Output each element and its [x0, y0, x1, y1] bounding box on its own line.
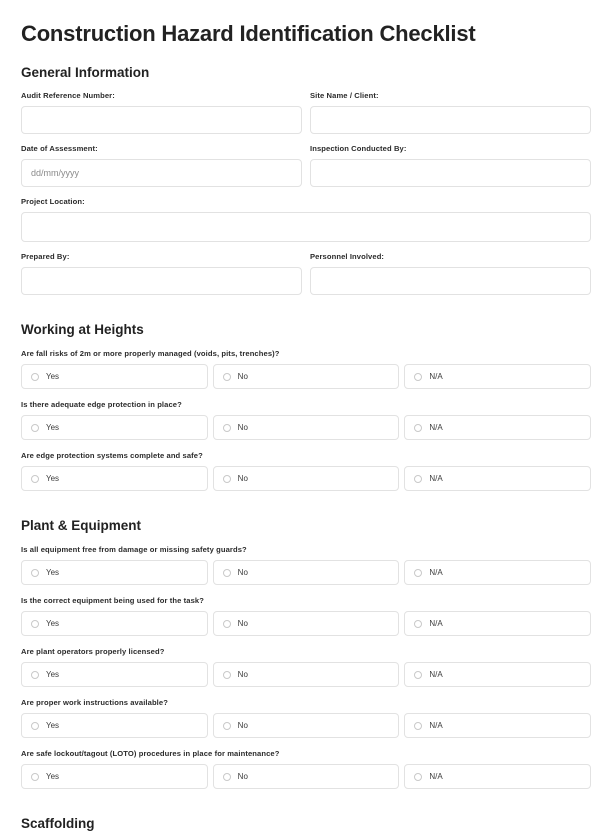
option-label: N/A [429, 669, 443, 679]
option-yes[interactable] [21, 466, 208, 491]
radio-circle-icon[interactable] [31, 475, 39, 483]
label-project-location: Project Location: [21, 197, 85, 206]
radio-circle-icon[interactable] [414, 569, 422, 577]
option-na[interactable] [404, 364, 591, 389]
option-yes[interactable] [21, 662, 208, 687]
option-yes[interactable] [21, 415, 208, 440]
radio-circle-icon[interactable] [31, 424, 39, 432]
options-row [21, 364, 591, 389]
section-heading-general-information: General Information [21, 65, 150, 80]
radio-circle-icon[interactable] [223, 773, 231, 781]
option-no[interactable] [213, 764, 400, 789]
option-label: No [237, 771, 248, 781]
field-group-inspection-conducted-by [310, 144, 591, 187]
personnel-involved-input[interactable] [310, 267, 591, 295]
option-yes[interactable] [21, 713, 208, 738]
option-label: Yes [46, 618, 60, 628]
option-label: N/A [429, 422, 443, 432]
question-text: Is there adequate edge protection in place? [21, 400, 182, 409]
options-row [21, 713, 591, 738]
question-block [21, 698, 591, 738]
option-yes[interactable] [21, 364, 208, 389]
option-yes[interactable] [21, 560, 208, 585]
question-text: Are safe lockout/tagout (LOTO) procedures in place for maintenance? [21, 749, 280, 758]
question-text: Are proper work instructions available? [21, 698, 168, 707]
question-text: Are fall risks of 2m or more properly managed (voids, pits, trenches)? [21, 349, 280, 358]
options-row [21, 560, 591, 585]
option-label: No [237, 473, 248, 483]
field-group-audit-reference-number [21, 91, 302, 134]
option-label: N/A [429, 371, 443, 381]
option-no[interactable] [213, 560, 400, 585]
option-label: Yes [46, 422, 60, 432]
radio-circle-icon[interactable] [31, 773, 39, 781]
option-label: No [237, 567, 248, 577]
question-block [21, 545, 591, 585]
option-label: Yes [46, 771, 60, 781]
radio-circle-icon[interactable] [414, 475, 422, 483]
options-row [21, 662, 591, 687]
label-personnel-involved: Personnel Involved: [310, 252, 385, 261]
prepared-by-input[interactable] [21, 267, 302, 295]
question-block [21, 749, 591, 789]
option-no[interactable] [213, 611, 400, 636]
option-label: No [237, 720, 248, 730]
field-group-personnel-involved [310, 252, 591, 295]
option-label: Yes [46, 669, 60, 679]
radio-circle-icon[interactable] [414, 671, 422, 679]
option-label: No [237, 618, 248, 628]
option-label: N/A [429, 618, 443, 628]
option-na[interactable] [404, 764, 591, 789]
option-no[interactable] [213, 466, 400, 491]
field-row [21, 144, 591, 187]
radio-circle-icon[interactable] [31, 373, 39, 381]
question-text: Are edge protection systems complete and safe? [21, 451, 203, 460]
radio-circle-icon[interactable] [414, 773, 422, 781]
option-yes[interactable] [21, 764, 208, 789]
radio-circle-icon[interactable] [414, 722, 422, 730]
option-na[interactable] [404, 466, 591, 491]
field-group-prepared-by [21, 252, 302, 295]
field-row [21, 197, 591, 242]
radio-circle-icon[interactable] [31, 620, 39, 628]
radio-circle-icon[interactable] [223, 722, 231, 730]
options-row [21, 611, 591, 636]
option-label: N/A [429, 567, 443, 577]
option-na[interactable] [404, 415, 591, 440]
option-na[interactable] [404, 560, 591, 585]
option-na[interactable] [404, 662, 591, 687]
option-label: No [237, 669, 248, 679]
section-heading-scaffolding: Scaffolding [21, 816, 95, 831]
inspection-conducted-by-input[interactable] [310, 159, 591, 187]
option-label: N/A [429, 771, 443, 781]
option-yes[interactable] [21, 611, 208, 636]
field-row [21, 91, 591, 134]
label-inspection-conducted-by: Inspection Conducted By: [310, 144, 407, 153]
radio-circle-icon[interactable] [31, 569, 39, 577]
radio-circle-icon[interactable] [31, 671, 39, 679]
radio-circle-icon[interactable] [414, 373, 422, 381]
option-label: N/A [429, 720, 443, 730]
radio-circle-icon[interactable] [31, 722, 39, 730]
options-row [21, 466, 591, 491]
question-block [21, 349, 591, 389]
section-heading-plant-and-equipment: Plant & Equipment [21, 518, 142, 533]
options-row [21, 415, 591, 440]
page-title: Construction Hazard Identification Checklist [21, 21, 476, 46]
option-label: N/A [429, 473, 443, 483]
question-text: Are plant operators properly licensed? [21, 647, 165, 656]
radio-circle-icon[interactable] [414, 620, 422, 628]
audit-reference-number-input[interactable] [21, 106, 302, 134]
radio-circle-icon[interactable] [223, 475, 231, 483]
option-label: No [237, 422, 248, 432]
option-no[interactable] [213, 364, 400, 389]
option-no[interactable] [213, 662, 400, 687]
options-row [21, 764, 591, 789]
option-label: Yes [46, 567, 60, 577]
option-label: Yes [46, 371, 60, 381]
question-block [21, 596, 591, 636]
field-group-date-of-assessment [21, 144, 302, 187]
date-of-assessment-input[interactable] [21, 159, 302, 187]
option-no[interactable] [213, 713, 400, 738]
option-no[interactable] [213, 415, 400, 440]
option-label: Yes [46, 720, 60, 730]
radio-circle-icon[interactable] [414, 424, 422, 432]
option-na[interactable] [404, 611, 591, 636]
site-name-client-input[interactable] [310, 106, 591, 134]
question-block [21, 400, 591, 440]
option-label: No [237, 371, 248, 381]
label-audit-reference-number: Audit Reference Number: [21, 91, 115, 100]
section-heading-working-at-heights: Working at Heights [21, 322, 144, 337]
label-site-name-client: Site Name / Client: [310, 91, 379, 100]
option-na[interactable] [404, 713, 591, 738]
radio-circle-icon[interactable] [223, 424, 231, 432]
question-block [21, 647, 591, 687]
field-row [21, 252, 591, 295]
radio-circle-icon[interactable] [223, 671, 231, 679]
question-block [21, 451, 591, 491]
project-location-input[interactable] [21, 212, 591, 242]
label-prepared-by: Prepared By: [21, 252, 70, 261]
radio-circle-icon[interactable] [223, 373, 231, 381]
question-text: Is all equipment free from damage or missing safety guards? [21, 545, 247, 554]
radio-circle-icon[interactable] [223, 569, 231, 577]
radio-circle-icon[interactable] [223, 620, 231, 628]
label-date-of-assessment: Date of Assessment: [21, 144, 98, 153]
field-group-project-location [21, 197, 591, 242]
option-label: Yes [46, 473, 60, 483]
question-text: Is the correct equipment being used for the task? [21, 596, 204, 605]
field-group-site-name-client [310, 91, 591, 134]
